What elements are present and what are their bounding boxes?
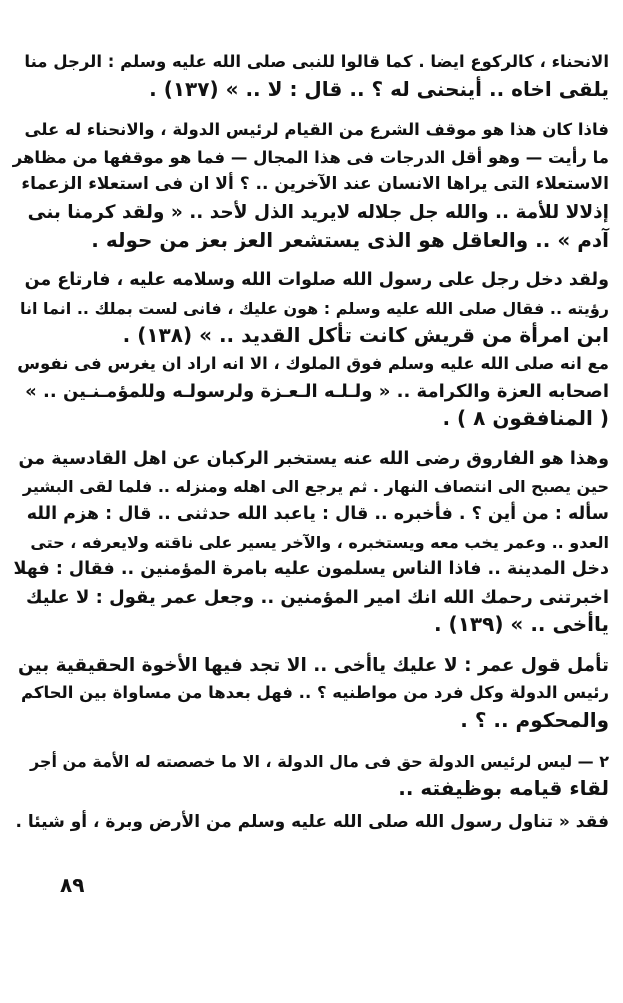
text-line: سأله : من أين ؟ . فأخبره .. قال : ياعبد الله حدثنى .. قال : هزم الله (26, 503, 609, 524)
text-line: اصحابه العزة والكرامة .. « ولـلـه الـعـزة ولرسولـه وللمؤمـنـين .. » (25, 380, 609, 402)
text-line: آدم » .. والعاقل هو الذى يستشعر العز بعز من حوله . (91, 227, 609, 252)
text-line: دخل المدينة .. فاذا الناس يسلمون عليه بامرة المؤمنين .. فقال : فهلا (13, 559, 609, 580)
text-line: ابن امرأة من قريش كانت تأكل القديد .. » (١٣٨) . (122, 323, 609, 348)
text-line: إذلالا للأمة .. والله جل جلاله لايريد الذل لأحد .. « ولقد كرمنا بنى (27, 201, 609, 223)
text-line: فاذا كان هذا هو موقف الشرع من القيام لرئيس الدولة ، والانحناء له على (24, 120, 609, 140)
text-line: ياأخى .. » (١٣٩) . (434, 612, 609, 637)
text-line: حين يصبح الى انتصاف النهار . ثم يرجع الى اهله ومنزله .. فلما لقى البشير (22, 477, 609, 497)
text-line: فقد « تناول رسول الله صلى الله عليه وسلم من الأرض وبرة ، أو شيئا . (15, 811, 609, 832)
text-line: الانحناء ، كالركوع ايضا . كما قالوا للنبى صلى الله عليه وسلم : الرجل منا (24, 52, 609, 71)
paragraph (13, 809, 609, 837)
text-line: يلقى اخاه .. أينحنى له ؟ .. قال : لا .. » (١٣٧) . (149, 76, 609, 101)
page-number: ٨٩ (60, 873, 85, 897)
text-line: العدو .. وعمر يخب معه ويستخبره ، والآخر يسير على ناقته ولايعرفه ، حتى (30, 532, 609, 552)
text-line: رئيس الدولة وكل فرد من مواطنيه ؟ .. فهل بعدها من مساواة بين الحاكم (20, 683, 609, 703)
text-line: والمحكوم .. ؟ . (460, 708, 609, 733)
text-line: وهذا هو الفاروق رضى الله عنه يستخبر الركبان عن اهل القادسية من (18, 448, 609, 469)
text-line: ولقد دخل رجل على رسول الله صلوات الله وسلامه عليه ، فارتاع من (24, 270, 609, 291)
text-line: الاستعلاء التى يراها الانسان عند الآخرين .. ؟ ألا ان فى استعلاء الزعماء (21, 174, 609, 195)
text-line: تأمل قول عمر : لا عليك ياأخى .. الا تجد فيها الأخوة الحقيقية بين (18, 654, 609, 676)
paragraph (13, 748, 609, 803)
text-line: رؤيته .. فقال صلى الله عليه وسلم : هون عليك ، فانى لست بملك .. انما انا (19, 298, 609, 318)
text-line: ( المنافقون ٨ ) . (442, 406, 609, 431)
paragraph (13, 267, 609, 433)
text-line: اخبرتنى رحمك الله انك امير المؤمنين .. وجعل عمر يقول : لا عليك (25, 586, 609, 608)
text-line: ٢ — ليس لرئيس الدولة حق فى مال الدولة ، الا ما خصصته له الأمة من أجر (29, 751, 609, 771)
text-line: لقاء قيامه بوظيفته .. (398, 776, 609, 801)
text-line: ما رأيت — وهو أقل الدرجات فى هذا المجال — فما هو موقفها من مظاهر (12, 147, 609, 167)
text-line: مع انه صلى الله عليه وسلم فوق الملوك ، الا انه اراد ان يغرس فى نفوس (17, 353, 609, 373)
paragraph (13, 446, 609, 639)
paragraph (13, 116, 609, 254)
page-body (13, 48, 609, 836)
paragraph (13, 48, 609, 103)
paragraph (13, 652, 609, 735)
